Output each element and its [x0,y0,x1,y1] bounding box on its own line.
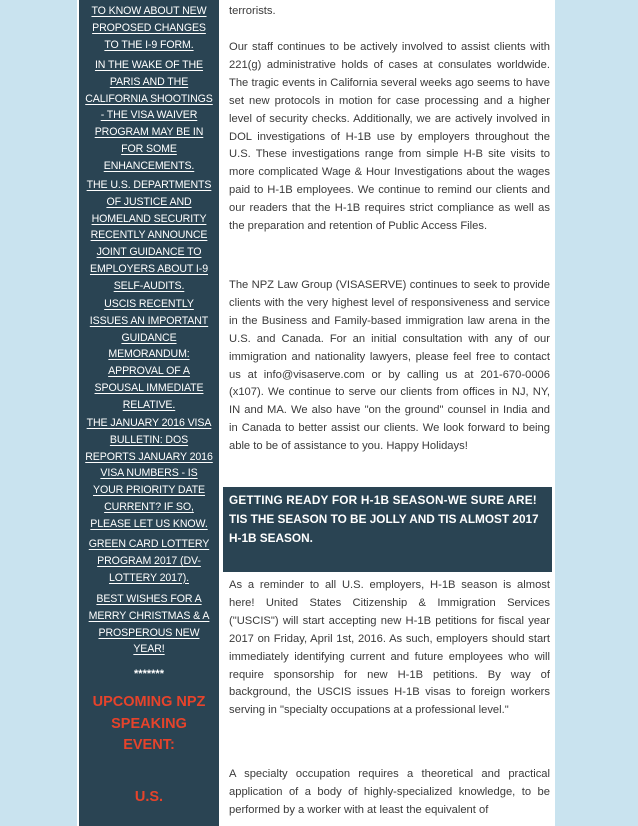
sidebar-link-holiday-wishes[interactable]: BEST WISHES FOR A MERRY CHRISTMAS & A PROSPEROUS NEW YEAR! [88,593,210,656]
sidebar [79,0,219,826]
section-heading-line1: GETTING READY FOR H-1B SEASON-WE SURE ARE! [229,493,537,507]
sidebar-link-green-card-lottery[interactable]: GREEN CARD LOTTERY PROGRAM 2017 (DV-LOTTERY 2017). [88,538,210,584]
paragraph-h1b-reminder: As a reminder to all U.S. employers, H-1B season is almost here! United States Citizenship & Immigration Services ("USCIS") will start accepting new H-1B petitions for fiscal year 2017 on Friday, April 1st, 2016. As such, employers should start immediately identifying current and future employees who will require sponsorship for new H-1B petitions. By way of background, the USCIS issues H-1B visas to foreign workers serving in "specialty occupations at a professional level." [229,579,550,717]
section-heading-h1b-season [223,487,552,572]
separator-stars: ******* [134,668,164,680]
paragraph-staff-involvement: Our staff continues to be actively involved to assist clients with 221(g) administrative holds of cases at consulates worldwide. The tragic events in California several weeks ago seems to have set new protocols in motion for case processing and a higher level of security checks. Additionally, we are actively involved in DOL investigations of H-1B use by employers throughout the U.S. These investigations range from simple H-B site visits to more complicated Wage & Hour Investigations about the wages paid to H-1B employees. We continue to remind our clients and our readers that the H-1B requires strict compliance as well as the preparation and retention of Public Access Files. [229,41,550,233]
sidebar-link-i9-form-changes[interactable]: TO KNOW ABOUT NEW PROPOSED CHANGES TO THE I-9 FORM. [91,5,207,51]
paragraph-terrorists: terrorists. [229,5,276,17]
sidebar-link-visa-waiver[interactable]: IN THE WAKE OF THE PARIS AND THE CALIFORNIA SHOOTINGS - THE VISA WAIVER PROGRAM MAY BE IN FOR SOME ENHANCEMENTS. [85,59,213,172]
sidebar-link-visa-bulletin[interactable]: THE JANUARY 2016 VISA BULLETIN: DOS REPORTS JANUARY 2016 VISA NUMBERS - IS YOUR PRIORITY DATE CURRENT? IF SO, PLEASE LET US KNOW. [85,417,213,530]
paragraph-specialty-occupation: A specialty occupation requires a theoretical and practical application of a body of highly-specialized knowledge, to be performed by a worker with at least the equivalent of [229,768,550,816]
sidebar-link-i9-self-audits[interactable]: THE U.S. DEPARTMENTS OF JUSTICE AND HOMELAND SECURITY RECENTLY ANNOUNCE JOINT GUIDANCE TO EMPLOYERS ABOUT I-9 SELF-AUDITS. [86,179,212,292]
sidebar-link-uscis-memorandum[interactable]: USCIS RECENTLY ISSUES AN IMPORTANT GUIDANCE MEMORANDUM: APPROVAL OF A SPOUSAL IMMEDIATE RELATIVE. [89,298,209,411]
upcoming-event-heading: UPCOMING NPZ SPEAKING EVENT: [92,694,206,753]
section-heading-line2: TIS THE SEASON TO BE JOLLY AND TIS ALMOST 2017 H-1B SEASON. [229,511,539,545]
paragraph-npz-services: The NPZ Law Group (VISASERVE) continues to seek to provide clients with the very highest level of responsiveness and service in the Business and Family-based immigration law arena in the U.S. and Canada. For an initial consultation with any of our immigration and nationality lawyers, please feel free to contact us at info@visaserve.com or by calling us at 201-670-0006 (x107). We continue to serve our clients from offices in NJ, NY, IN and MA. We also have "on the ground" counsel in India and in Canada to better assist our clients. We look forward to being able to be of assistance to you. Happy Holidays! [229,279,550,453]
event-location-text: U.S. [134,789,164,805]
